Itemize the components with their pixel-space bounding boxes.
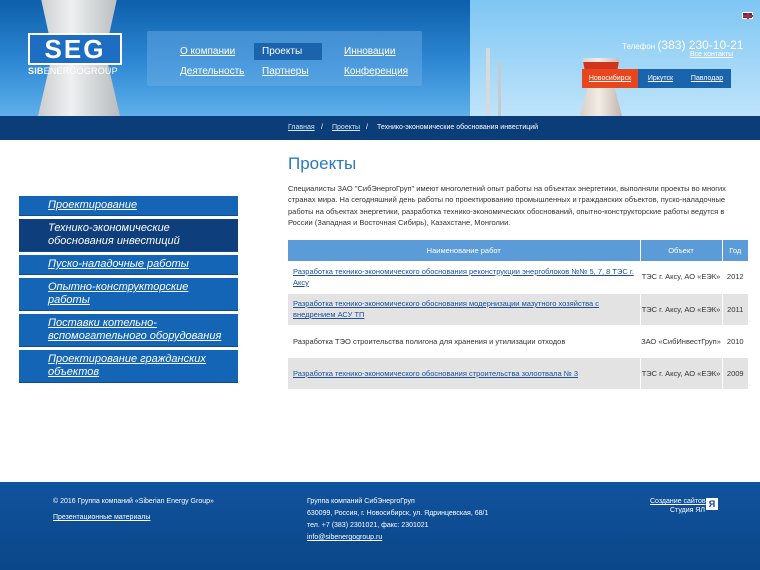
logo-mark: SEG (28, 33, 122, 65)
footer-address: 630099, Россия, г. Новосибирск, ул. Ядринцевская, 68/1 (307, 510, 489, 517)
footer-copyright: © 2016 Группа компаний «Siberian Energy Group» (53, 498, 214, 505)
project-object-cell: ТЭС г. Аксу, АО «ЕЭК» (640, 293, 722, 325)
all-contacts-link[interactable]: Все контакты (690, 51, 734, 58)
main-menu (147, 31, 422, 86)
table-header-row (288, 240, 748, 261)
city-tab-irkutsk[interactable]: Иркутск (647, 75, 674, 82)
footer-email-link[interactable]: info@sibenergogroup.ru (307, 534, 383, 541)
site-header (0, 0, 760, 116)
logo[interactable] (28, 33, 124, 77)
sidebar-item-rnd[interactable]: Опытно-конструкторские работы (19, 278, 238, 311)
logo-wordmark-bold: SIB (28, 66, 44, 76)
presentations-link[interactable]: Презентационные материалы (53, 514, 151, 521)
project-link[interactable]: Разработка технико-экономического обоснования строительства золоотвала № 3 (293, 368, 579, 378)
site-creator-name: Студия ЯЛ (670, 507, 705, 514)
english-flag-icon[interactable] (742, 12, 753, 19)
project-name-cell (288, 261, 640, 293)
project-year-cell: 2011 (722, 293, 748, 325)
sidebar-item-feasibility-studies[interactable]: Технико-экономические обоснования инвестиций (19, 219, 238, 252)
sidebar (19, 196, 238, 386)
menu-item-conference[interactable]: Конференция (344, 66, 409, 77)
project-link[interactable]: Разработка технико-экономического обоснования реконструкции энергоблоков №№ 5, 7, 8 ТЭС г. Аксу (293, 266, 634, 287)
breadcrumb-separator: / (366, 124, 368, 131)
sidebar-item-civil-design[interactable]: Проектирование гражданских объектов (19, 350, 238, 383)
breadcrumb-current: Технико-экономические обоснования инвестиций (377, 124, 539, 131)
column-header-object: Объект (640, 240, 722, 261)
table-row (288, 293, 748, 325)
breadcrumb-separator: / (321, 124, 323, 131)
city-switcher (582, 69, 731, 88)
city-tab-novosibirsk[interactable]: Новосибирск (582, 69, 638, 88)
menu-item-about[interactable]: О компании (180, 46, 236, 57)
column-header-year: Год (722, 240, 748, 261)
city-tab-pavlodar[interactable]: Павлодар (690, 75, 724, 82)
chimney-image (486, 48, 490, 116)
menu-item-activity[interactable]: Деятельность (180, 66, 245, 77)
logo-wordmark (28, 66, 124, 76)
breadcrumb (0, 116, 760, 140)
site-footer (0, 482, 760, 570)
table-row (288, 261, 748, 293)
project-object-cell: ЗАО «СибИнвестГруп» (640, 325, 722, 357)
column-header-name: Наименование работ (288, 240, 640, 261)
project-name-cell (288, 325, 640, 357)
site-creator-link[interactable]: Создание сайтов (650, 498, 706, 505)
sidebar-item-commissioning[interactable]: Пуско-наладочные работы (19, 255, 238, 275)
menu-item-partners[interactable]: Партнеры (262, 66, 309, 77)
menu-item-innovations[interactable]: Инновации (344, 46, 396, 57)
page-title: Проекты (288, 154, 357, 173)
phone-number: (383) 230-10-21 (657, 38, 744, 52)
tower-stripe (580, 62, 622, 69)
project-year-cell: 2012 (722, 261, 748, 293)
project-link[interactable]: Разработка технико-экономического обоснования модернизации мазутного хозяйства с внедрением АСУ ТП (293, 299, 600, 319)
project-object-cell: ТЭС г. Аксу, АО «ЕЭК» (640, 357, 722, 389)
menu-item-projects[interactable]: Проекты (254, 43, 322, 60)
project-name-cell (288, 357, 640, 389)
project-name-cell (288, 293, 640, 325)
phone-label: Телефон (622, 42, 656, 51)
studio-logo-icon[interactable]: Я (706, 498, 718, 510)
chimney-image (498, 62, 501, 116)
footer-phones: тел. +7 (383) 2301021, факс: 2301021 (307, 522, 429, 529)
breadcrumb-projects[interactable]: Проекты (332, 124, 361, 131)
project-year-cell: 2010 (722, 325, 748, 357)
table-row (288, 357, 748, 389)
phone-block (622, 38, 743, 52)
project-object-cell: ТЭС г. Аксу, АО «ЕЭК» (640, 261, 722, 293)
logo-wordmark-rest: ENERGOGROUP (43, 66, 118, 76)
project-year-cell: 2009 (722, 357, 748, 389)
breadcrumb-home[interactable]: Главная (288, 124, 315, 131)
footer-company: Группа компаний СибЭнергоГруп (307, 498, 415, 505)
project-name-text: Разработка ТЭО строительства полигона для хранения и утилизации отходов (293, 336, 566, 346)
sidebar-item-boiler-supply[interactable]: Поставки котельно-вспомогательного оборудования (19, 314, 238, 347)
table-row (288, 325, 748, 357)
intro-paragraph: Специалисты ЗАО "СибЭнергоГруп" имеют многолетний опыт работы на объектах энергетики, выполняли проекты во многих странах мира. На сегодняшний день работы по проектированию промышленных и гражданских объектов, пуско-наладочные работы на объектах энергетики, разработка технико-экономических обоснований, опытно-конструкторские работы ведутся в России (Западная и Восточная Сибирь), Казахстане, Монголии. (288, 184, 726, 227)
projects-table (288, 240, 748, 390)
sidebar-item-design[interactable]: Проектирование (19, 196, 238, 216)
